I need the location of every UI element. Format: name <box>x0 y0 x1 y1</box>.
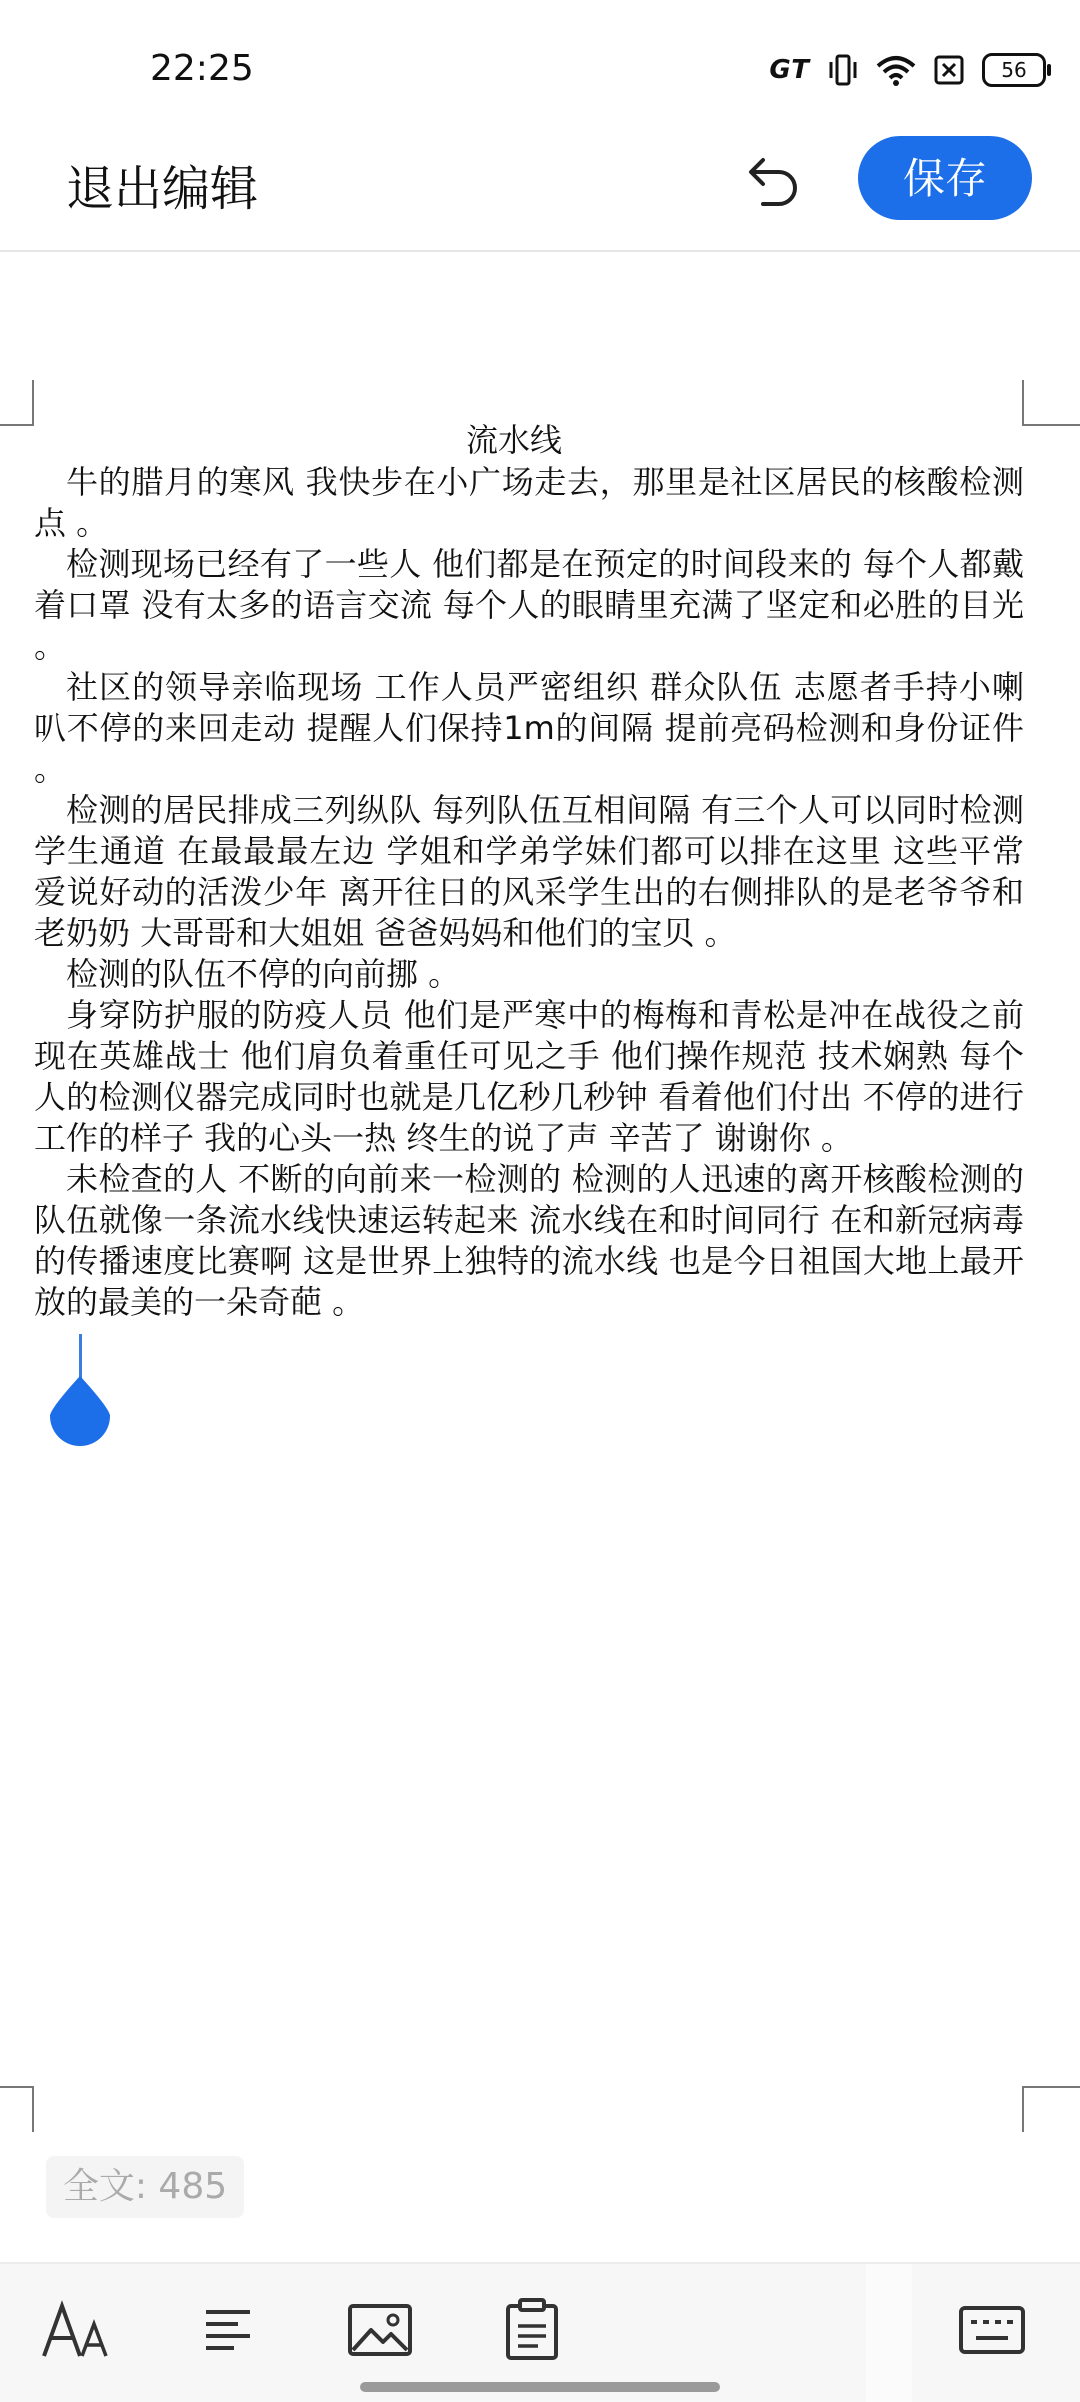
undo-icon <box>735 150 805 220</box>
paragraph[interactable]: 未检查的人 不断的向前来一检测的 检测的人迅速的离开核酸检测的队伍就像一条流水线快速运转起来 流水线在和时间同行 在和新冠病毒的传播速度比赛啊 这是世界上独特的流水线 也是今日祖国大地上最开放的最美的一朵奇葩 。 <box>34 1160 1024 1321</box>
paragraph[interactable]: 检测的居民排成三列纵队 每列队伍互相间隔 有三个人可以同时检测学生通道 在最最最左边 学姐和学弟学妹们都可以排在这里 这些平常爱说好动的活泼少年 离开往日的风采学生出的右侧排队的是老爷爷和老奶奶 大哥哥和大姐姐 爸爸妈妈和他们的宝贝 。 <box>34 791 1024 952</box>
paragraph[interactable]: 检测现场已经有了一些人 他们都是在预定的时间段来的 每个人都戴着口罩 没有太多的语言交流 每个人的眼睛里充满了坚定和必胜的目光 。 <box>34 545 1024 665</box>
home-indicator[interactable] <box>360 2382 720 2392</box>
paragraph[interactable]: 检测的队伍不停的向前挪 。 <box>66 955 461 993</box>
font-size-icon <box>40 2300 112 2360</box>
insert-image-button[interactable] <box>344 2294 416 2366</box>
sim-off-icon <box>934 55 964 85</box>
gt-icon: GT <box>769 55 810 85</box>
paragraph[interactable]: 社区的领导亲临现场 工作人员严密组织 群众队伍 志愿者手持小喇叭不停的来回走动 提醒人们保持1m的间隔 提前亮码检测和身份证件 。 <box>34 668 1024 788</box>
page-corner-mark <box>1022 2086 1080 2132</box>
cursor-handle-icon[interactable] <box>50 1374 110 1446</box>
keyboard-icon <box>958 2304 1026 2356</box>
vibrate-icon <box>828 53 858 87</box>
paragraph-align-button[interactable] <box>192 2294 264 2366</box>
battery-icon: 56 <box>982 53 1046 87</box>
status-bar <box>0 0 1080 130</box>
editor-top-bar <box>0 130 1080 252</box>
exit-edit-button[interactable]: 退出编辑 <box>66 161 259 217</box>
toolbar-divider <box>866 2264 912 2402</box>
font-size-button[interactable] <box>40 2294 112 2366</box>
clipboard-button[interactable] <box>496 2294 568 2366</box>
bottom-toolbar <box>0 2262 1080 2402</box>
word-count: 全文: 485 <box>46 2156 244 2218</box>
status-time: 22:25 <box>150 48 254 89</box>
keyboard-button[interactable] <box>956 2294 1028 2366</box>
wifi-icon <box>876 54 916 86</box>
paragraph[interactable]: 牛的腊月的寒风 我快步在小广场走去，那里是社区居民的核酸检测点 。 <box>34 463 1024 542</box>
document-title[interactable]: 流水线 <box>465 421 562 459</box>
align-icon <box>198 2300 258 2360</box>
page-corner-mark <box>1022 380 1080 426</box>
document-body[interactable] <box>34 418 1024 1323</box>
save-button[interactable]: 保存 <box>858 136 1032 220</box>
status-icons <box>769 50 1046 90</box>
page-corner-mark <box>0 2086 34 2132</box>
clipboard-icon <box>504 2298 560 2362</box>
paragraph[interactable]: 身穿防护服的防疫人员 他们是严寒中的梅梅和青松是冲在战役之前现在英雄战士 他们肩负着重任可见之手 他们操作规范 技术娴熟 每个人的检测仪器完成同时也就是几亿秒几秒钟 看着他们付出 不停的进行工作的样子 我的心头一热 终生的说了声 辛苦了 谢谢你 。 <box>34 996 1024 1157</box>
undo-button[interactable] <box>735 150 805 220</box>
image-icon <box>347 2300 413 2360</box>
